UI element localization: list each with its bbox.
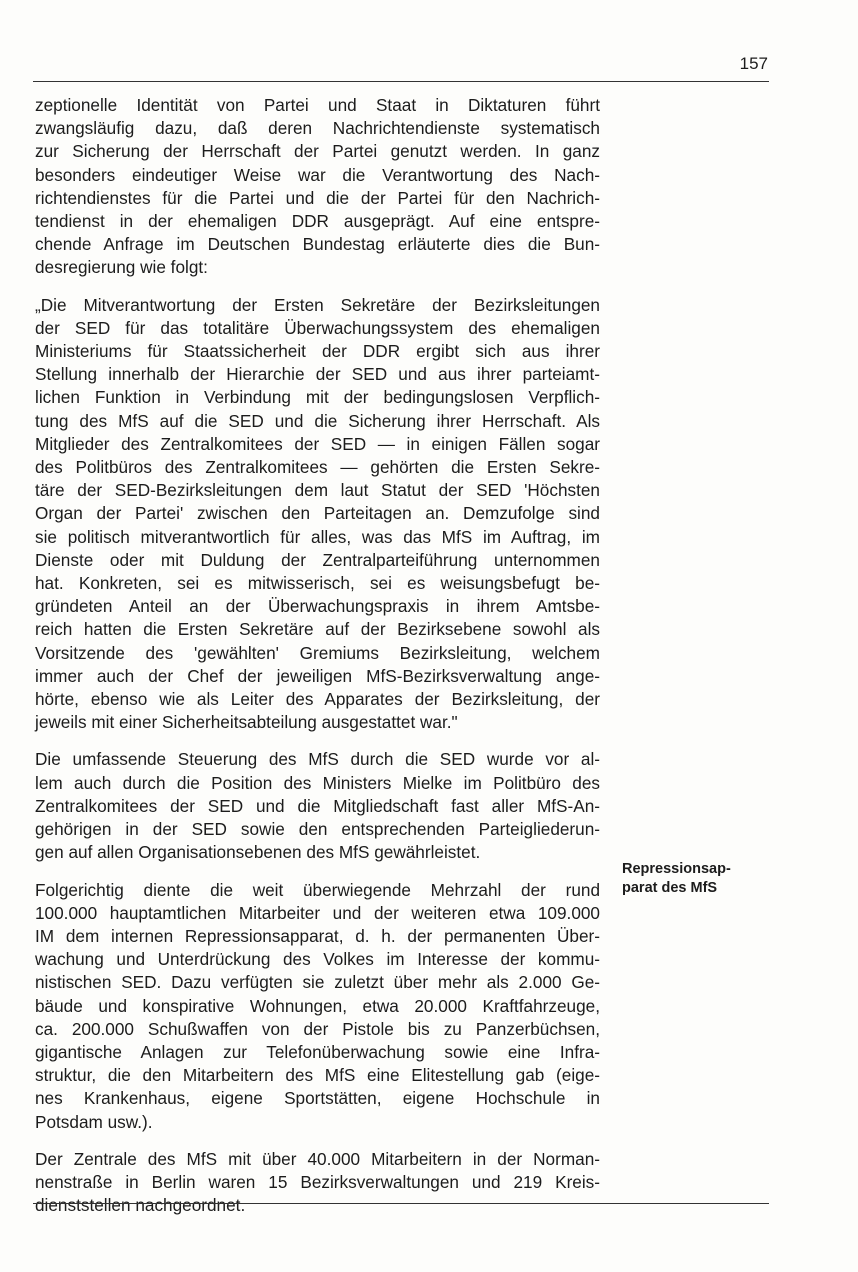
paragraph xyxy=(35,748,600,864)
page-number: 157 xyxy=(739,54,768,73)
paragraph xyxy=(35,294,600,735)
paragraph xyxy=(35,879,600,1134)
text-line: Ministeriums für Staatssicherheit der DDR ergibt sich aus ihrer xyxy=(35,341,600,362)
text-line: lichen Funktion in Verbindung mit der bedingungslosen Verpflich- xyxy=(35,387,600,408)
text-line: bäude und konspirative Wohnungen, etwa 20.000 Kraftfahrzeuge, xyxy=(35,995,600,1016)
text-line: ca. 200.000 Schußwaffen von der Pistole bis zu Panzerbüchsen, xyxy=(35,1018,600,1039)
text-line: nes Krankenhaus, eigene Sportstätten, eigene Hochschule in xyxy=(35,1088,600,1109)
text-line: immer auch der Chef der jeweiligen MfS-Bezirksverwaltung ange- xyxy=(35,665,600,686)
text-line: hörte, ebenso wie als Leiter des Apparates der Bezirksleitung, der xyxy=(35,689,600,710)
text-line: gehörigen in der SED sowie den entsprechenden Parteigliederun- xyxy=(35,819,600,840)
text-line: struktur, die den Mitarbeitern des MfS eine Elitestellung gab (eige- xyxy=(35,1065,600,1086)
text-line: zwangsläufig dazu, daß deren Nachrichtendienste systematisch xyxy=(35,118,600,139)
margin-note-line: Repressionsap- xyxy=(622,861,731,877)
text-line: zur Sicherung der Herrschaft der Partei genutzt werden. In ganz xyxy=(35,141,600,162)
body-text xyxy=(35,94,600,1231)
text-line: besonders eindeutiger Weise war die Verantwortung des Nach- xyxy=(35,164,600,185)
text-line: Mitglieder des Zentralkomitees der SED — in einigen Fällen sogar xyxy=(35,433,600,454)
text-line: Dienste oder mit Duldung der Zentralparteiführung unternommen xyxy=(35,549,600,570)
text-line: Folgerichtig diente die weit überwiegende Mehrzahl der rund xyxy=(35,879,600,900)
text-line: IM dem internen Repressionsapparat, d. h. der permanenten Über- xyxy=(35,925,600,946)
text-line: sie politisch mitverantwortlich für alles, was das MfS im Auftrag, im xyxy=(35,526,600,547)
text-line: chende Anfrage im Deutschen Bundestag erläuterte dies die Bun- xyxy=(35,234,600,255)
text-line: lem auch durch die Position des Ministers Mielke im Politbüro des xyxy=(35,772,600,793)
text-line: Zentralkomitees der SED und die Mitgliedschaft fast aller MfS-An- xyxy=(35,795,600,816)
footer-rule xyxy=(33,1203,769,1204)
margin-note xyxy=(622,860,772,898)
text-line: nenstraße in Berlin waren 15 Bezirksverwaltungen und 219 Kreis- xyxy=(35,1171,600,1192)
paragraph xyxy=(35,94,600,280)
text-line: der SED für das totalitäre Überwachungssystem des ehemaligen xyxy=(35,317,600,338)
text-line: Stellung innerhalb der Hierarchie der SED und aus ihrer parteiamt- xyxy=(35,364,600,385)
text-line: gen auf allen Organisationsebenen des MfS gewährleistet. xyxy=(35,842,481,863)
text-line: wachung und Unterdrückung des Volkes im Interesse der kommu- xyxy=(35,949,600,970)
text-line: Organ der Partei' zwischen den Parteitagen an. Demzufolge sind xyxy=(35,503,600,524)
text-line: Vorsitzende des 'gewählten' Gremiums Bezirksleitung, welchem xyxy=(35,642,600,663)
text-line: gigantische Anlagen zur Telefonüberwachung sowie eine Infra- xyxy=(35,1041,600,1062)
text-line: tendienst in der ehemaligen DDR ausgeprägt. Auf eine entspre- xyxy=(35,211,600,232)
text-line: Potsdam usw.). xyxy=(35,1111,153,1132)
text-line: hat. Konkreten, sei es mitwisserisch, sei es weisungsbefugt be- xyxy=(35,573,600,594)
margin-note-line: parat des MfS xyxy=(622,880,718,896)
text-line: dienststellen nachgeordnet. xyxy=(35,1195,246,1216)
text-line: gründeten Anteil an der Überwachungspraxis in ihrem Amtsbe- xyxy=(35,596,600,617)
text-line: tung des MfS auf die SED und die Sicherung ihrer Herrschaft. Als xyxy=(35,410,600,431)
text-line: Der Zentrale des MfS mit über 40.000 Mitarbeitern in der Norman- xyxy=(35,1148,600,1169)
text-line: desregierung wie folgt: xyxy=(35,257,208,278)
text-line: des Politbüros des Zentralkomitees — gehörten die Ersten Sekre- xyxy=(35,457,600,478)
text-line: täre der SED-Bezirksleitungen dem laut Statut der SED 'Höchsten xyxy=(35,480,600,501)
header-rule xyxy=(33,81,769,82)
text-line: Die umfassende Steuerung des MfS durch die SED wurde vor al- xyxy=(35,749,600,770)
paragraph xyxy=(35,1148,600,1218)
text-line: zeptionelle Identität von Partei und Staat in Diktaturen führt xyxy=(35,95,600,115)
text-line: richtendienstes für die Partei und die der Partei für den Nachrich- xyxy=(35,187,600,208)
text-line: 100.000 hauptamtlichen Mitarbeiter und der weiteren etwa 109.000 xyxy=(35,902,600,923)
text-line: „Die Mitverantwortung der Ersten Sekretäre der Bezirksleitungen xyxy=(35,294,600,315)
text-line: nistischen SED. Dazu verfügten sie zuletzt über mehr als 2.000 Ge- xyxy=(35,972,600,993)
text-line: reich hatten die Ersten Sekretäre auf der Bezirksebene sowohl als xyxy=(35,619,600,640)
text-line: jeweils mit einer Sicherheitsabteilung ausgestattet war." xyxy=(35,712,458,733)
